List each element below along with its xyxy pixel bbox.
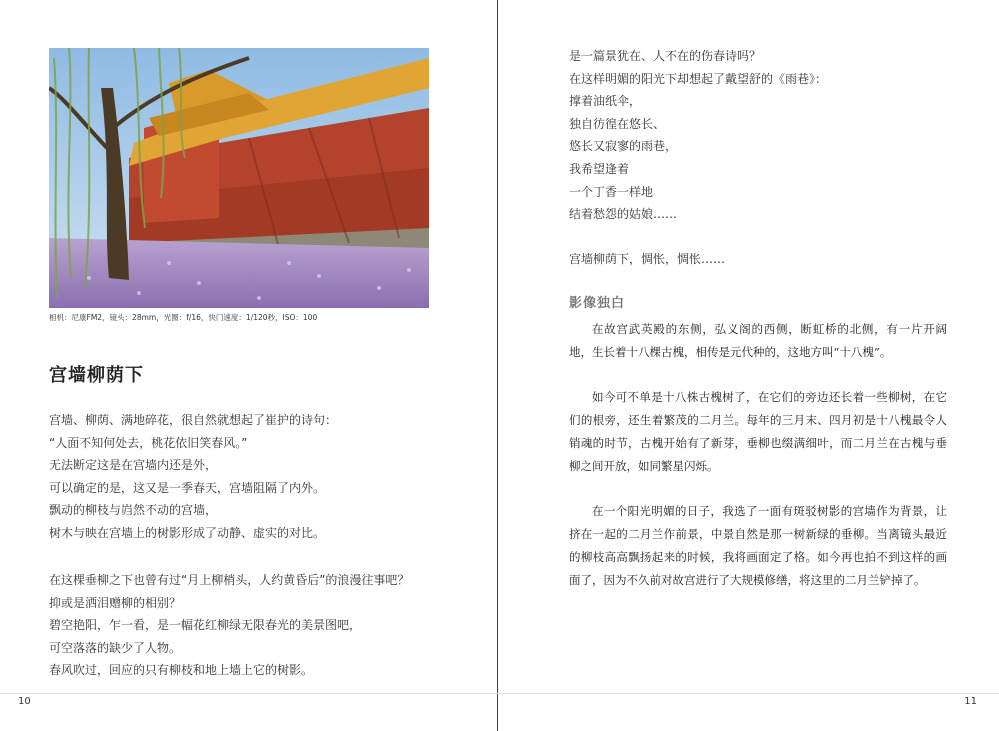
text-line: 在这样明媚的阳光下却想起了戴望舒的《雨巷》： (569, 71, 828, 86)
text-line: 无法断定这是在宫墙内还是外， (49, 458, 218, 473)
text-line: 可空落落的缺少了人物。 (49, 640, 182, 655)
right-page (499, 0, 999, 731)
poem-block (569, 45, 827, 226)
text-line: 宫墙柳荫下，惆怅，惆怅…… (569, 252, 726, 266)
text-line: 撑着油纸伞， (569, 94, 642, 109)
text-line: 在这棵垂柳之下也曾有过“月上柳梢头，人约黄昏后”的浪漫往事吧？ (49, 573, 410, 587)
text-line: 碧空艳阳，乍一看，是一幅花红柳绿无限春光的美景图吧， (49, 618, 362, 633)
page-number: 11 (964, 696, 977, 707)
text-line: 抑或是洒泪赠柳的相别？ (49, 595, 182, 610)
photo-illustration (49, 48, 429, 308)
text-line: 飘动的柳枝与岿然不动的宫墙， (49, 503, 218, 518)
text-line: 悠长又寂寥的雨巷， (569, 139, 678, 154)
text-line: 是一篇景犹在、人不在的伤春诗吗？ (569, 49, 762, 63)
page-footer-rule (0, 693, 498, 694)
poem-end-block (569, 248, 725, 271)
left-page (0, 0, 498, 731)
section-title: 宫墙柳荫下 (49, 365, 144, 386)
page-number: 10 (18, 696, 31, 707)
photo-caption: 相机：尼康FM2，镜头：28mm，光圈：f/16，快门速度：1/120秒，ISO：100 (49, 313, 318, 322)
text-line: 可以确定的是，这又是一季春天，宫墙阻隔了内外。 (49, 480, 326, 495)
text-line: 我希望逢着 (569, 161, 630, 176)
subheading: 影像独白 (569, 296, 626, 311)
paragraph: 如今可不单是十八株古槐树了，在它们的旁边还长着一些柳树，在它们的根旁，还生着繁茂的二月兰。每年的三月末、四月初是十八槐最令人销魂的时节，古槐开始有了新芽，垂柳也缀满细叶，而二月兰在古槐与垂柳之间开放，如同繁星闪烁。 (569, 390, 947, 473)
paragraph: 在一个阳光明媚的日子，我选了一面有斑驳树影的宫墙作为背景，让挤在一起的二月兰作前景，中景自然是那一树新绿的垂柳。当离镜头最近的柳枝高高飘扬起来的时候，我将画面定了格。如今再也拍不到这样的画面了，因为不久前对故宫进行了大规模修缮，将这里的二月兰铲掉了。 (569, 504, 947, 587)
text-line: 一个丁香一样地 (569, 184, 654, 199)
text-line: 结着愁怨的姑娘…… (569, 207, 678, 222)
text-line: “人面不知何处去，桃花依旧笑春风。” (49, 435, 248, 450)
page-footer-rule (499, 693, 999, 694)
photo-forbidden-city-willow (49, 48, 429, 308)
verse-block-1 (49, 409, 337, 545)
text-line: 树木与映在宫墙上的树影形成了动静、虚实的对比。 (49, 525, 326, 540)
text-line: 宫墙、柳荫、满地碎花，很自然就想起了崔护的诗句： (49, 413, 338, 427)
text-line: 独自彷徨在悠长、 (569, 116, 666, 131)
text-line: 春风吹过，回应的只有柳枝和地上墙上它的树影。 (49, 663, 314, 678)
verse-block-2 (49, 569, 409, 682)
paragraph: 在故宫武英殿的东侧，弘义阁的西侧，断虹桥的北侧，有一片开阔地，生长着十八棵古槐，相传是元代种的，这地方叫“十八槐”。 (569, 322, 947, 359)
